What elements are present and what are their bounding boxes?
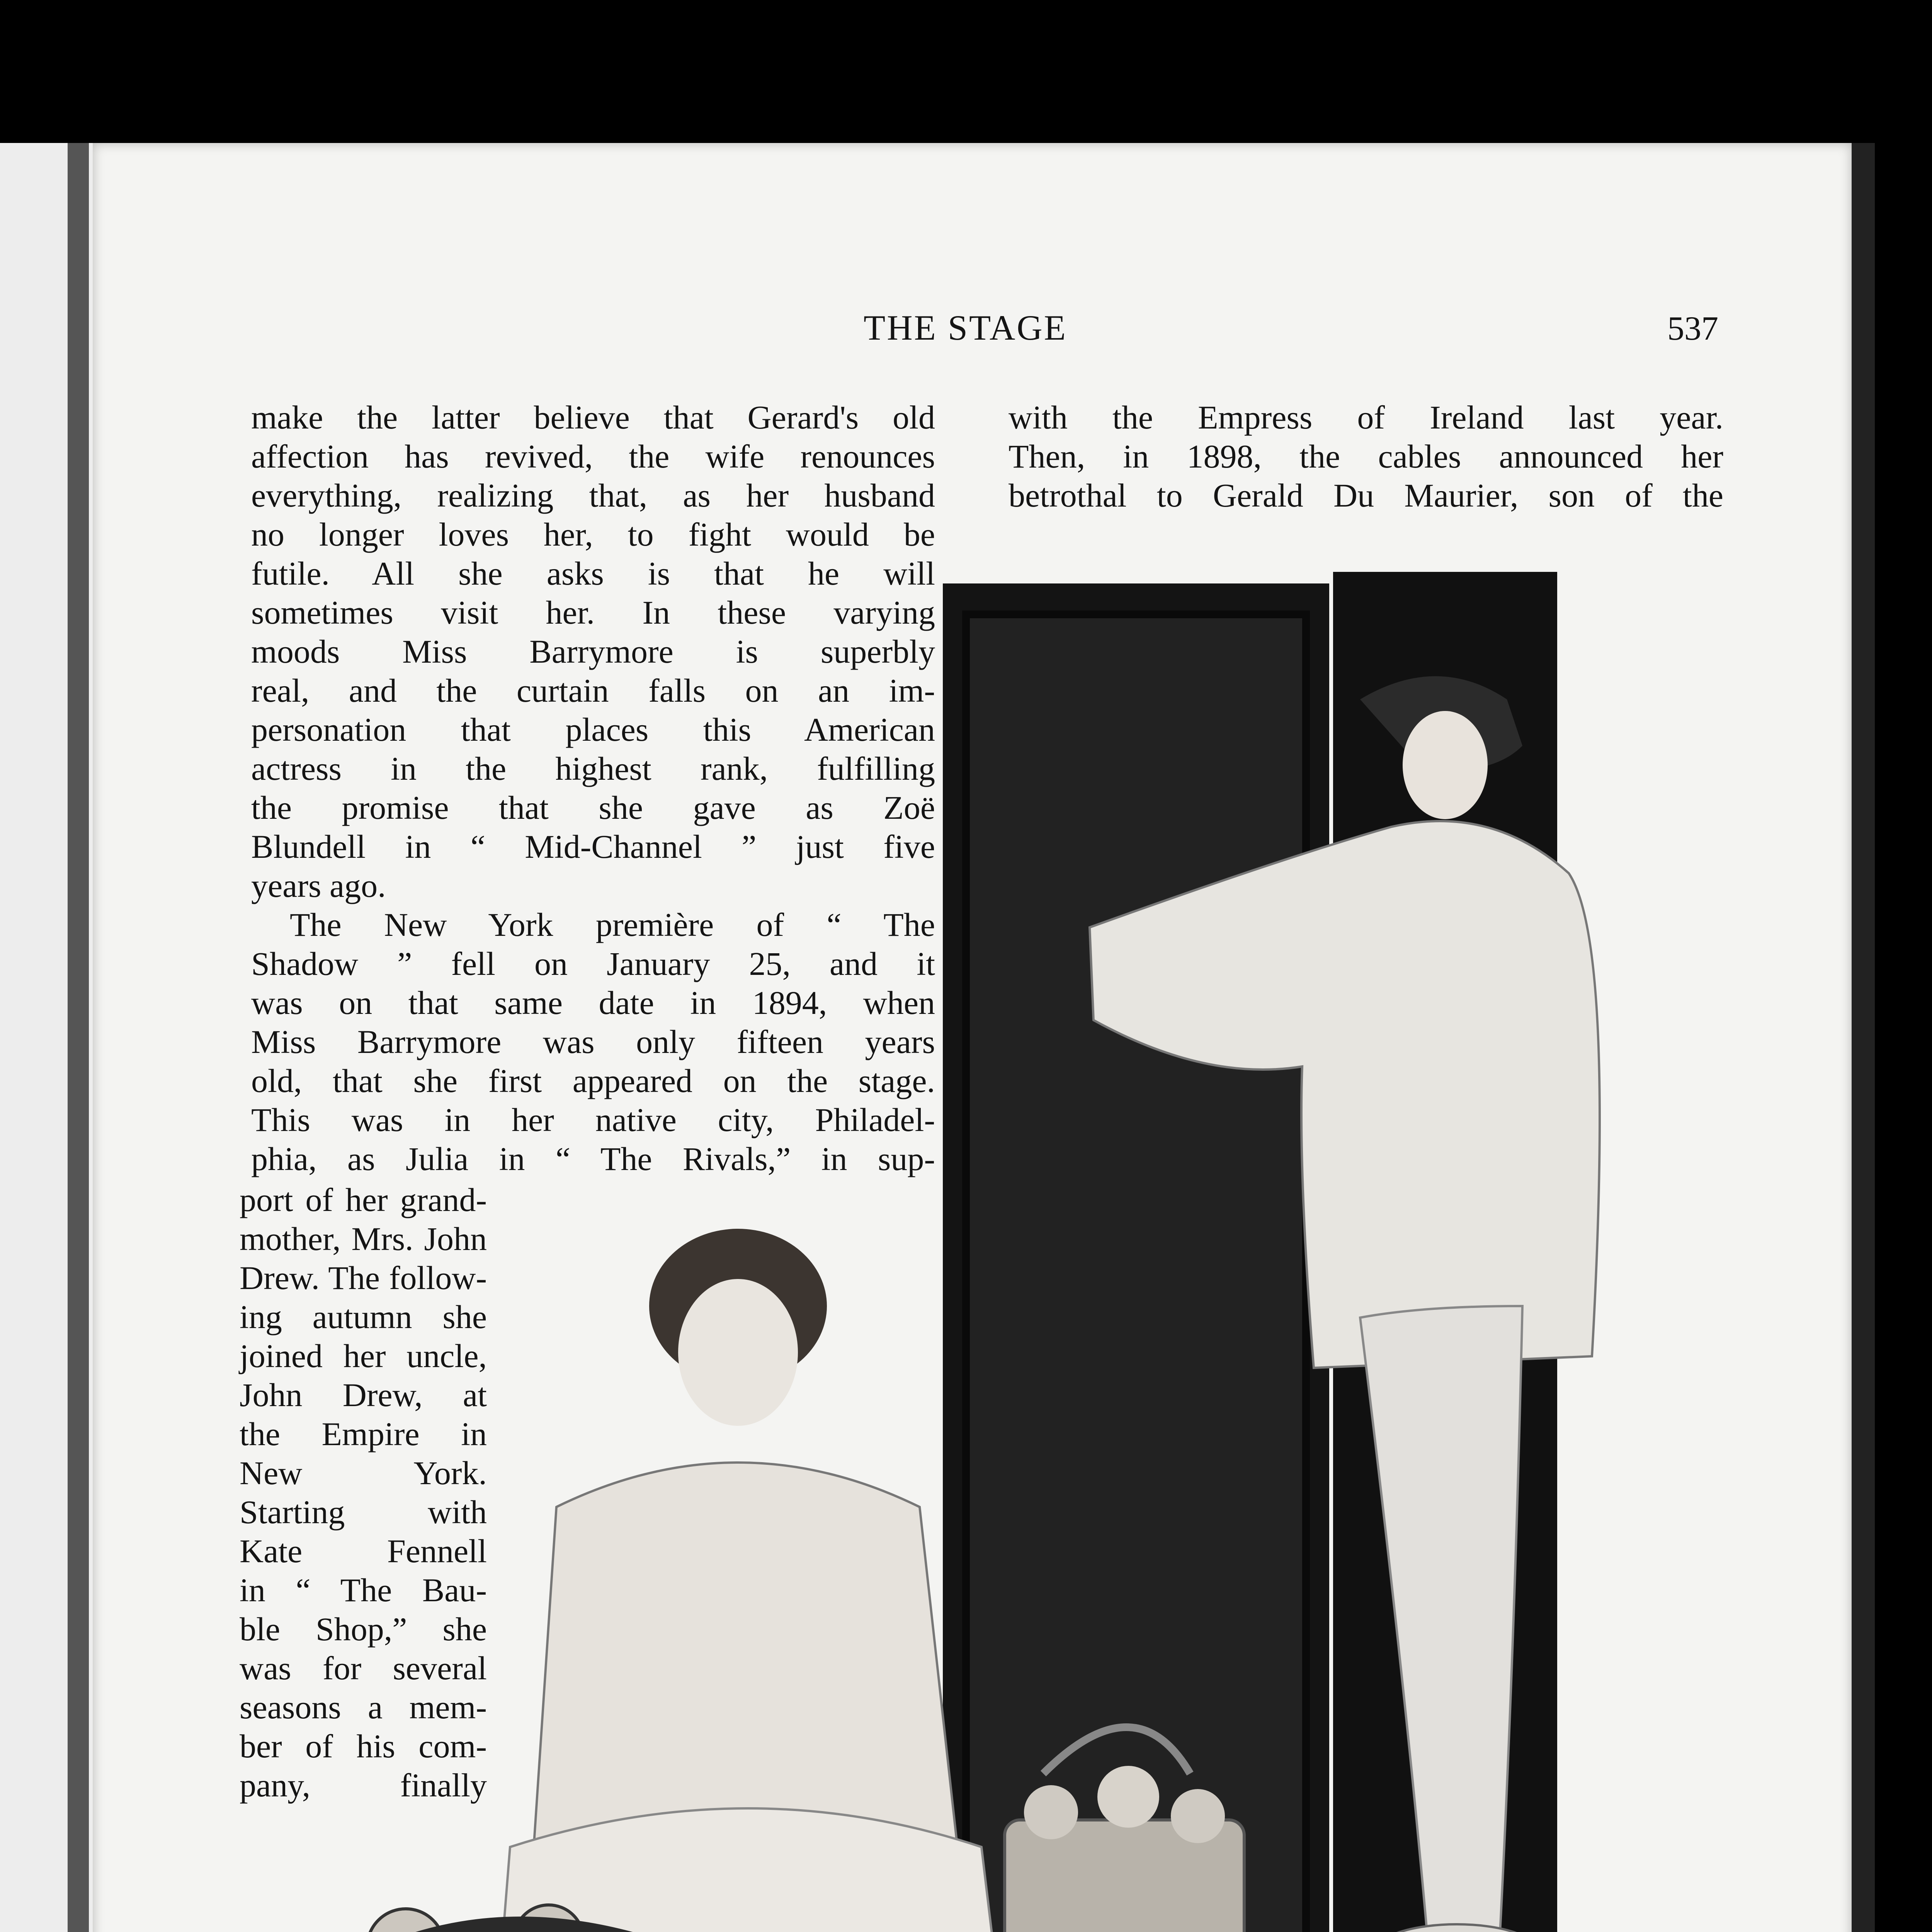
text-line: old, that she first appeared on the stage. — [251, 1062, 935, 1099]
text-line: sometimes visit her. In these varying — [251, 594, 935, 631]
text-line: make the latter believe that Gerard's old — [251, 399, 935, 436]
text-line: Starting with — [240, 1493, 487, 1531]
text-line: ing autumn she — [240, 1298, 487, 1335]
text-line: personation that places this American — [251, 711, 935, 748]
text-line: the Empire in — [240, 1415, 487, 1452]
text-line: real, and the curtain falls on an im- — [251, 672, 935, 709]
text-line: futile. All she asks is that he will — [251, 555, 935, 592]
text-line: in “ The Bau- — [240, 1571, 487, 1609]
text-line: years ago. — [251, 867, 386, 904]
text-line: pany, finally — [240, 1767, 487, 1804]
page-edge-shadow — [1852, 143, 1875, 1932]
binding-gutter — [68, 143, 89, 1932]
text-line: phia, as Julia in “ The Rivals,” in sup- — [251, 1140, 935, 1177]
text-line: mother, Mrs. John — [240, 1220, 487, 1257]
left-column-top — [251, 398, 935, 1179]
text-line: was on that same date in 1894, when — [251, 984, 935, 1021]
text-line: Miss Barrymore was only fifteen years — [251, 1023, 935, 1060]
text-line: Drew. The follow- — [240, 1259, 487, 1296]
left-column-narrow — [240, 1180, 487, 1805]
text-line: affection has revived, the wife renounces — [251, 438, 935, 475]
right-column-top — [1009, 398, 1723, 515]
page-number: 537 — [1667, 310, 1718, 347]
text-line: actress in the highest rank, fulfilling — [251, 750, 935, 787]
text-line: was for several — [240, 1650, 487, 1687]
text-line: Blundell in “ Mid-Channel ” just five — [251, 828, 935, 865]
text-line: no longer loves her, to fight would be — [251, 516, 935, 553]
running-head: THE STAGE — [864, 308, 1067, 347]
text-line: joined her uncle, — [240, 1337, 487, 1374]
text-line: moods Miss Barrymore is superbly — [251, 633, 935, 670]
text-line: The New York première of “ The — [290, 906, 935, 943]
text-line: ble Shop,” she — [240, 1611, 487, 1648]
text-line: everything, realizing that, as her husband — [251, 477, 935, 514]
text-line: ber of his com- — [240, 1728, 487, 1765]
text-line: Then, in 1898, the cables announced her — [1009, 438, 1723, 475]
text-line: New York. — [240, 1454, 487, 1492]
text-line: the promise that she gave as Zoë — [251, 789, 935, 826]
text-line: with the Empress of Ireland last year. — [1009, 399, 1723, 436]
text-line: Kate Fennell — [240, 1532, 487, 1570]
text-line: John Drew, at — [240, 1376, 487, 1413]
text-line: This was in her native city, Philadel- — [251, 1101, 935, 1138]
text-line: betrothal to Gerald Du Maurier, son of the — [1009, 477, 1723, 514]
left-facing-page — [0, 143, 108, 1932]
text-line: seasons a mem- — [240, 1689, 487, 1726]
text-line: port of her grand- — [240, 1181, 487, 1218]
text-line: Shadow ” fell on January 25, and it — [251, 945, 935, 982]
